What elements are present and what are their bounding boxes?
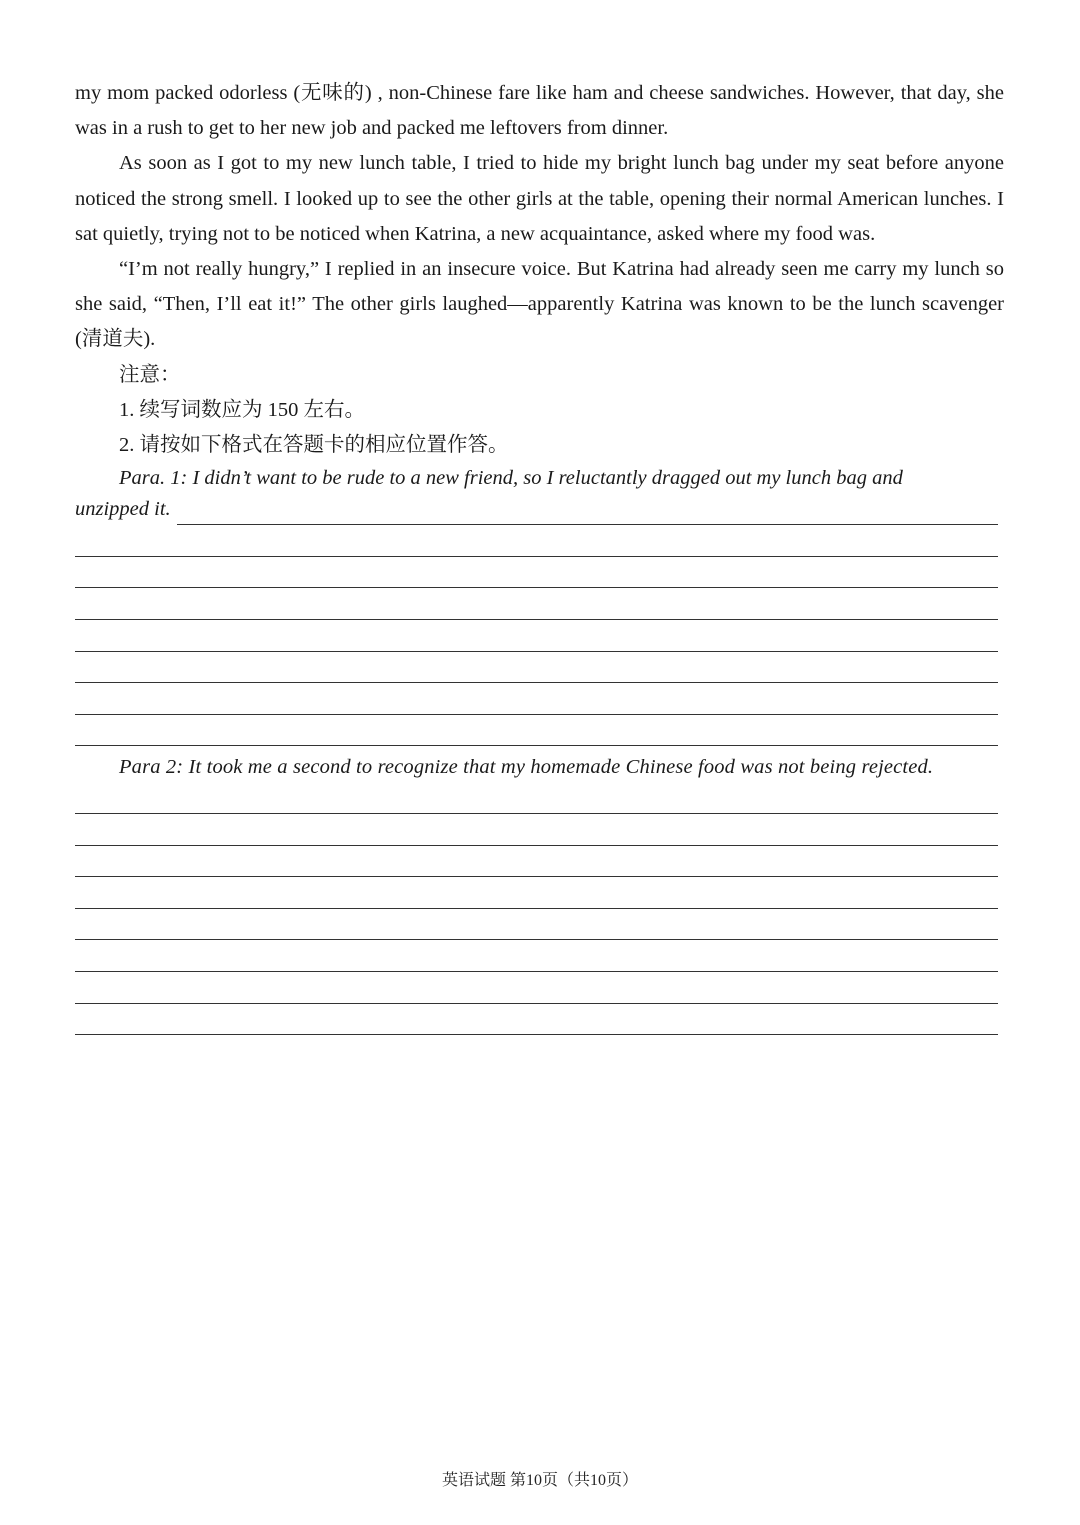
answer-line[interactable] bbox=[75, 940, 998, 972]
passage-paragraph-3: “I’m not really hungry,” I replied in an insecure voice. But Katrina had already seen me carry my lunch so she said, “Then, I’ll eat it!” The other girls laughed—apparently Katrina was known to be the lunch scavenger (清道夫). bbox=[75, 258, 1004, 351]
para1-answer-area bbox=[75, 525, 1004, 746]
page-footer: 英语试题 第10页（共10页） bbox=[441, 1472, 638, 1489]
answer-line[interactable] bbox=[75, 652, 998, 684]
answer-line[interactable] bbox=[177, 502, 998, 525]
document-body bbox=[75, 76, 1004, 1035]
para2-answer-area bbox=[75, 782, 1004, 1035]
note-item-1: 1. 续写词数应为 150 左右。 bbox=[119, 398, 365, 421]
notes-heading: 注意： bbox=[119, 363, 181, 386]
answer-line[interactable] bbox=[75, 846, 998, 878]
answer-line[interactable] bbox=[75, 588, 998, 620]
answer-line[interactable] bbox=[75, 909, 998, 941]
passage-paragraph-2: As soon as I got to my new lunch table, I tried to hide my bright lunch bag under my seat before anyone noticed the strong smell. I looked up to see the other girls at the table, opening their normal American lunches. I sat quietly, trying not to be noticed when Katrina, a new acquaintance, asked where my food was. bbox=[75, 152, 1004, 245]
answer-line[interactable] bbox=[75, 620, 998, 652]
passage-paragraph-1: my mom packed odorless (无味的) , non-Chinese fare like ham and cheese sandwiches. However, that day, she was in a rush to get to her new job and packed me leftovers from dinner. bbox=[75, 82, 1004, 140]
para1-prompt: Para. 1: I didn’t want to be rude to a new friend, so I reluctantly dragged out my lunch bag and bbox=[119, 467, 903, 490]
para1-prompt-end: unzipped it. bbox=[75, 498, 171, 521]
answer-line[interactable] bbox=[75, 525, 998, 557]
answer-line[interactable] bbox=[75, 683, 998, 715]
note-item-2: 2. 请按如下格式在答题卡的相应位置作答。 bbox=[119, 434, 509, 457]
answer-line[interactable] bbox=[75, 814, 998, 846]
answer-line[interactable] bbox=[75, 557, 998, 589]
para2-prompt: Para 2: It took me a second to recognize that my homemade Chinese food was not being rejected. bbox=[119, 756, 934, 779]
answer-line[interactable] bbox=[75, 782, 998, 814]
answer-line[interactable] bbox=[75, 972, 998, 1004]
answer-line[interactable] bbox=[75, 715, 998, 747]
answer-line[interactable] bbox=[75, 877, 998, 909]
answer-line[interactable] bbox=[75, 1004, 998, 1036]
para1-prompt-tail bbox=[75, 494, 1004, 525]
